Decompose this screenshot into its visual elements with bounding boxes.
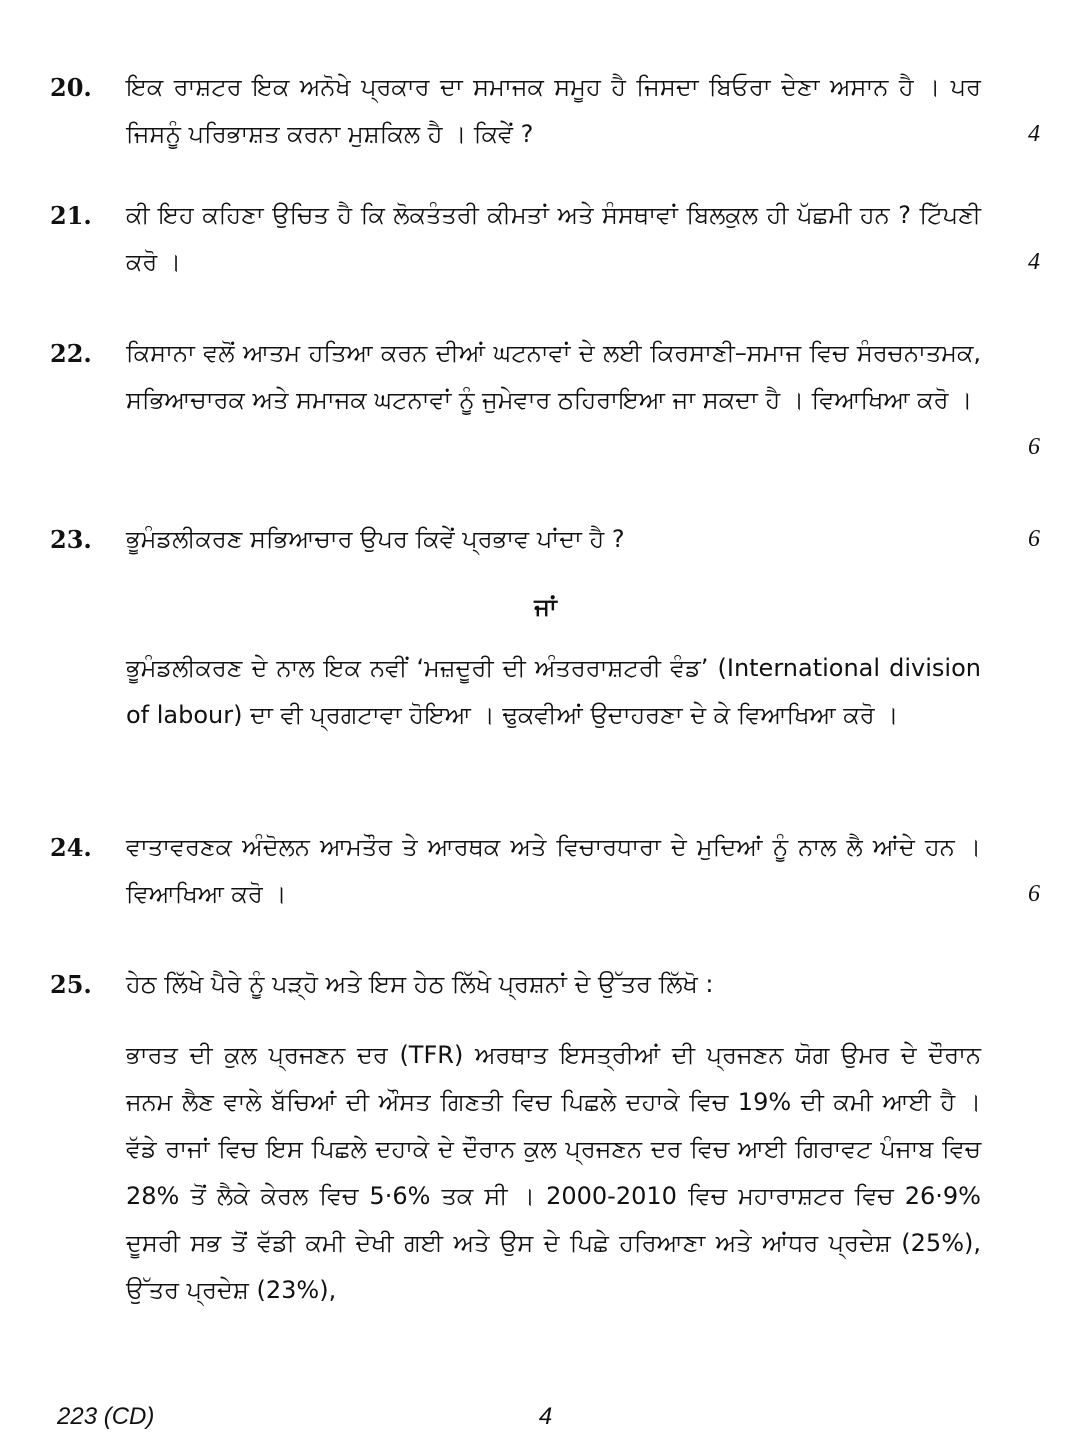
question-number: 24.: [50, 833, 92, 862]
question-marks: 4: [1028, 121, 1040, 147]
page-number: 4: [538, 1403, 553, 1430]
question-21: [50, 192, 1040, 286]
question-text: ਭੂਮੰਡਲੀਕਰਣ ਸਭਿਆਚਾਰ ਉਪਰ ਕਿਵੇਂ ਪ੍ਰਭਾਵ ਪਾਂਦਾ ਹੈ ?: [126, 525, 625, 553]
question-marks: 6: [1028, 434, 1040, 460]
question-23: [50, 516, 1040, 563]
question-number: 25.: [50, 970, 92, 999]
question-25-passage: ਭਾਰਤ ਦੀ ਕੁਲ ਪ੍ਰਜਣਨ ਦਰ (TFR) ਅਰਥਾਤ ਇਸਤ੍ਰੀਆਂ ਦੀ ਪ੍ਰਜਣਨ ਯੋਗ ਉਮਰ ਦੇ ਦੌਰਾਨ ਜਨਮ ਲੈਣ ਵਾਲੇ ਬੱਚਿਆਂ ਦੀ ਔਸਤ ਗਿਣਤੀ ਵਿਚ ਪਿਛਲੇ ਦਹਾਕੇ ਵਿਚ 19% ਦੀ ਕਮੀ ਆਈ ਹੈ । ਵੱਡੇ ਰਾਜਾਂ ਵਿਚ ਇਸ ਪਿਛਲੇ ਦਹਾਕੇ ਦੇ ਦੌਰਾਨ ਕੁਲ ਪ੍ਰਜਣਨ ਦਰ ਵਿਚ ਆਈ ਗਿਰਾਵਟ ਪੰਜਾਬ ਵਿਚ 28% ਤੋਂ ਲੈਕੇ ਕੇਰਲ ਵਿਚ 5·6% ਤਕ ਸੀ । 2000-2010 ਵਿਚ ਮਹਾਰਾਸ਼ਟਰ ਵਿਚ 26·9% ਦੂਸਰੀ ਸਭ ਤੋਂ ਵੱਡੀ ਕਮੀ ਦੇਖੀ ਗਈ ਅਤੇ ਉਸ ਦੇ ਪਿਛੇ ਹਰਿਆਣਾ ਅਤੇ ਆਂਧਰ ਪ੍ਰਦੇਸ਼ (25%), ਉੱਤਰ ਪ੍ਰਦੇਸ਼ (23%),: [126, 1041, 981, 1304]
question-22: [50, 330, 1040, 471]
question-number: 23.: [50, 525, 92, 554]
question-25: [50, 961, 1040, 1008]
question-text: ਇਕ ਰਾਸ਼ਟਰ ਇਕ ਅਨੋਖੇ ਪ੍ਰਕਾਰ ਦਾ ਸਮਾਜਕ ਸਮੂਹ ਹੈ ਜਿਸਦਾ ਬਿਓਰਾ ਦੇਣਾ ਅਸਾਨ ਹੈ । ਪਰ ਜਿਸਨੂੰ ਪਰਿਭਾਸ਼ਤ ਕਰਨਾ ਮੁਸ਼ਕਿਲ ਹੈ । ਕਿਵੇਂ ?: [126, 73, 981, 148]
question-number: 22.: [50, 339, 92, 368]
question-text: ਕਿਸਾਨਾ ਵਲੋਂ ਆਤਮ ਹਤਿਆ ਕਰਨ ਦੀਆਂ ਘਟਨਾਵਾਂ ਦੇ ਲਈ ਕਿਰਸਾਣੀ–ਸਮਾਜ ਵਿਚ ਸੰਰਚਨਾਤਮਕ, ਸਭਿਆਚਾਰਕ ਅਤੇ ਸਮਾਜਕ ਘਟਨਾਵਾਂ ਨੂੰ ਜੁਮੇਵਾਰ ਠਹਿਰਾਇਆ ਜਾ ਸਕਦਾ ਹੈ । ਵਿਆਖਿਆ ਕਰੋ ।: [126, 339, 981, 414]
question-text: ਹੇਠ ਲਿੱਖੇ ਪੈਰੇ ਨੂੰ ਪੜ੍ਹੋ ਅਤੇ ਇਸ ਹੇਠ ਲਿੱਖੇ ਪ੍ਰਸ਼ਨਾਂ ਦੇ ਉੱਤਰ ਲਿੱਖੋ :: [126, 970, 714, 998]
or-separator: ਜਾਂ: [534, 593, 557, 621]
question-text: ਵਾਤਾਵਰਣਕ ਅੰਦੋਲਨ ਆਮਤੌਰ ਤੇ ਆਰਥਕ ਅਤੇ ਵਿਚਾਰਧਾਰਾ ਦੇ ਮੁਦਿਆਂ ਨੂੰ ਨਾਲ ਲੈ ਆਂਦੇ ਹਨ । ਵਿਆਖਿਆ ਕਰੋ ।: [126, 833, 981, 908]
question-number: 21.: [50, 201, 92, 230]
question-marks: 6: [1028, 526, 1040, 552]
question-24: [50, 824, 1040, 918]
question-marks: 6: [1028, 881, 1040, 907]
question-number: 20.: [50, 73, 92, 102]
question-20: [50, 64, 1040, 158]
question-23-alternative-text: ਭੂਮੰਡਲੀਕਰਣ ਦੇ ਨਾਲ ਇਕ ਨਵੀਂ ‘ਮਜ਼ਦੂਰੀ ਦੀ ਅੰਤਰਰਾਸ਼ਟਰੀ ਵੰਡ’ (International division of labour) ਦਾ ਵੀ ਪ੍ਰਗਟਾਵਾ ਹੋਇਆ । ਢੁਕਵੀਆਂ ਉਦਾਹਰਣਾ ਦੇ ਕੇ ਵਿਆਖਿਆ ਕਰੋ ।: [126, 654, 981, 729]
question-marks: 4: [1028, 249, 1040, 275]
paper-code: 223 (CD): [57, 1403, 155, 1430]
question-text: ਕੀ ਇਹ ਕਹਿਣਾ ਉਚਿਤ ਹੈ ਕਿ ਲੋਕਤੰਤਰੀ ਕੀਮਤਾਂ ਅਤੇ ਸੰਸਥਾਵਾਂ ਬਿਲਕੁਲ ਹੀ ਪੱਛਮੀ ਹਨ ? ਟਿੱਪਣੀ ਕਰੋ ।: [126, 201, 981, 276]
